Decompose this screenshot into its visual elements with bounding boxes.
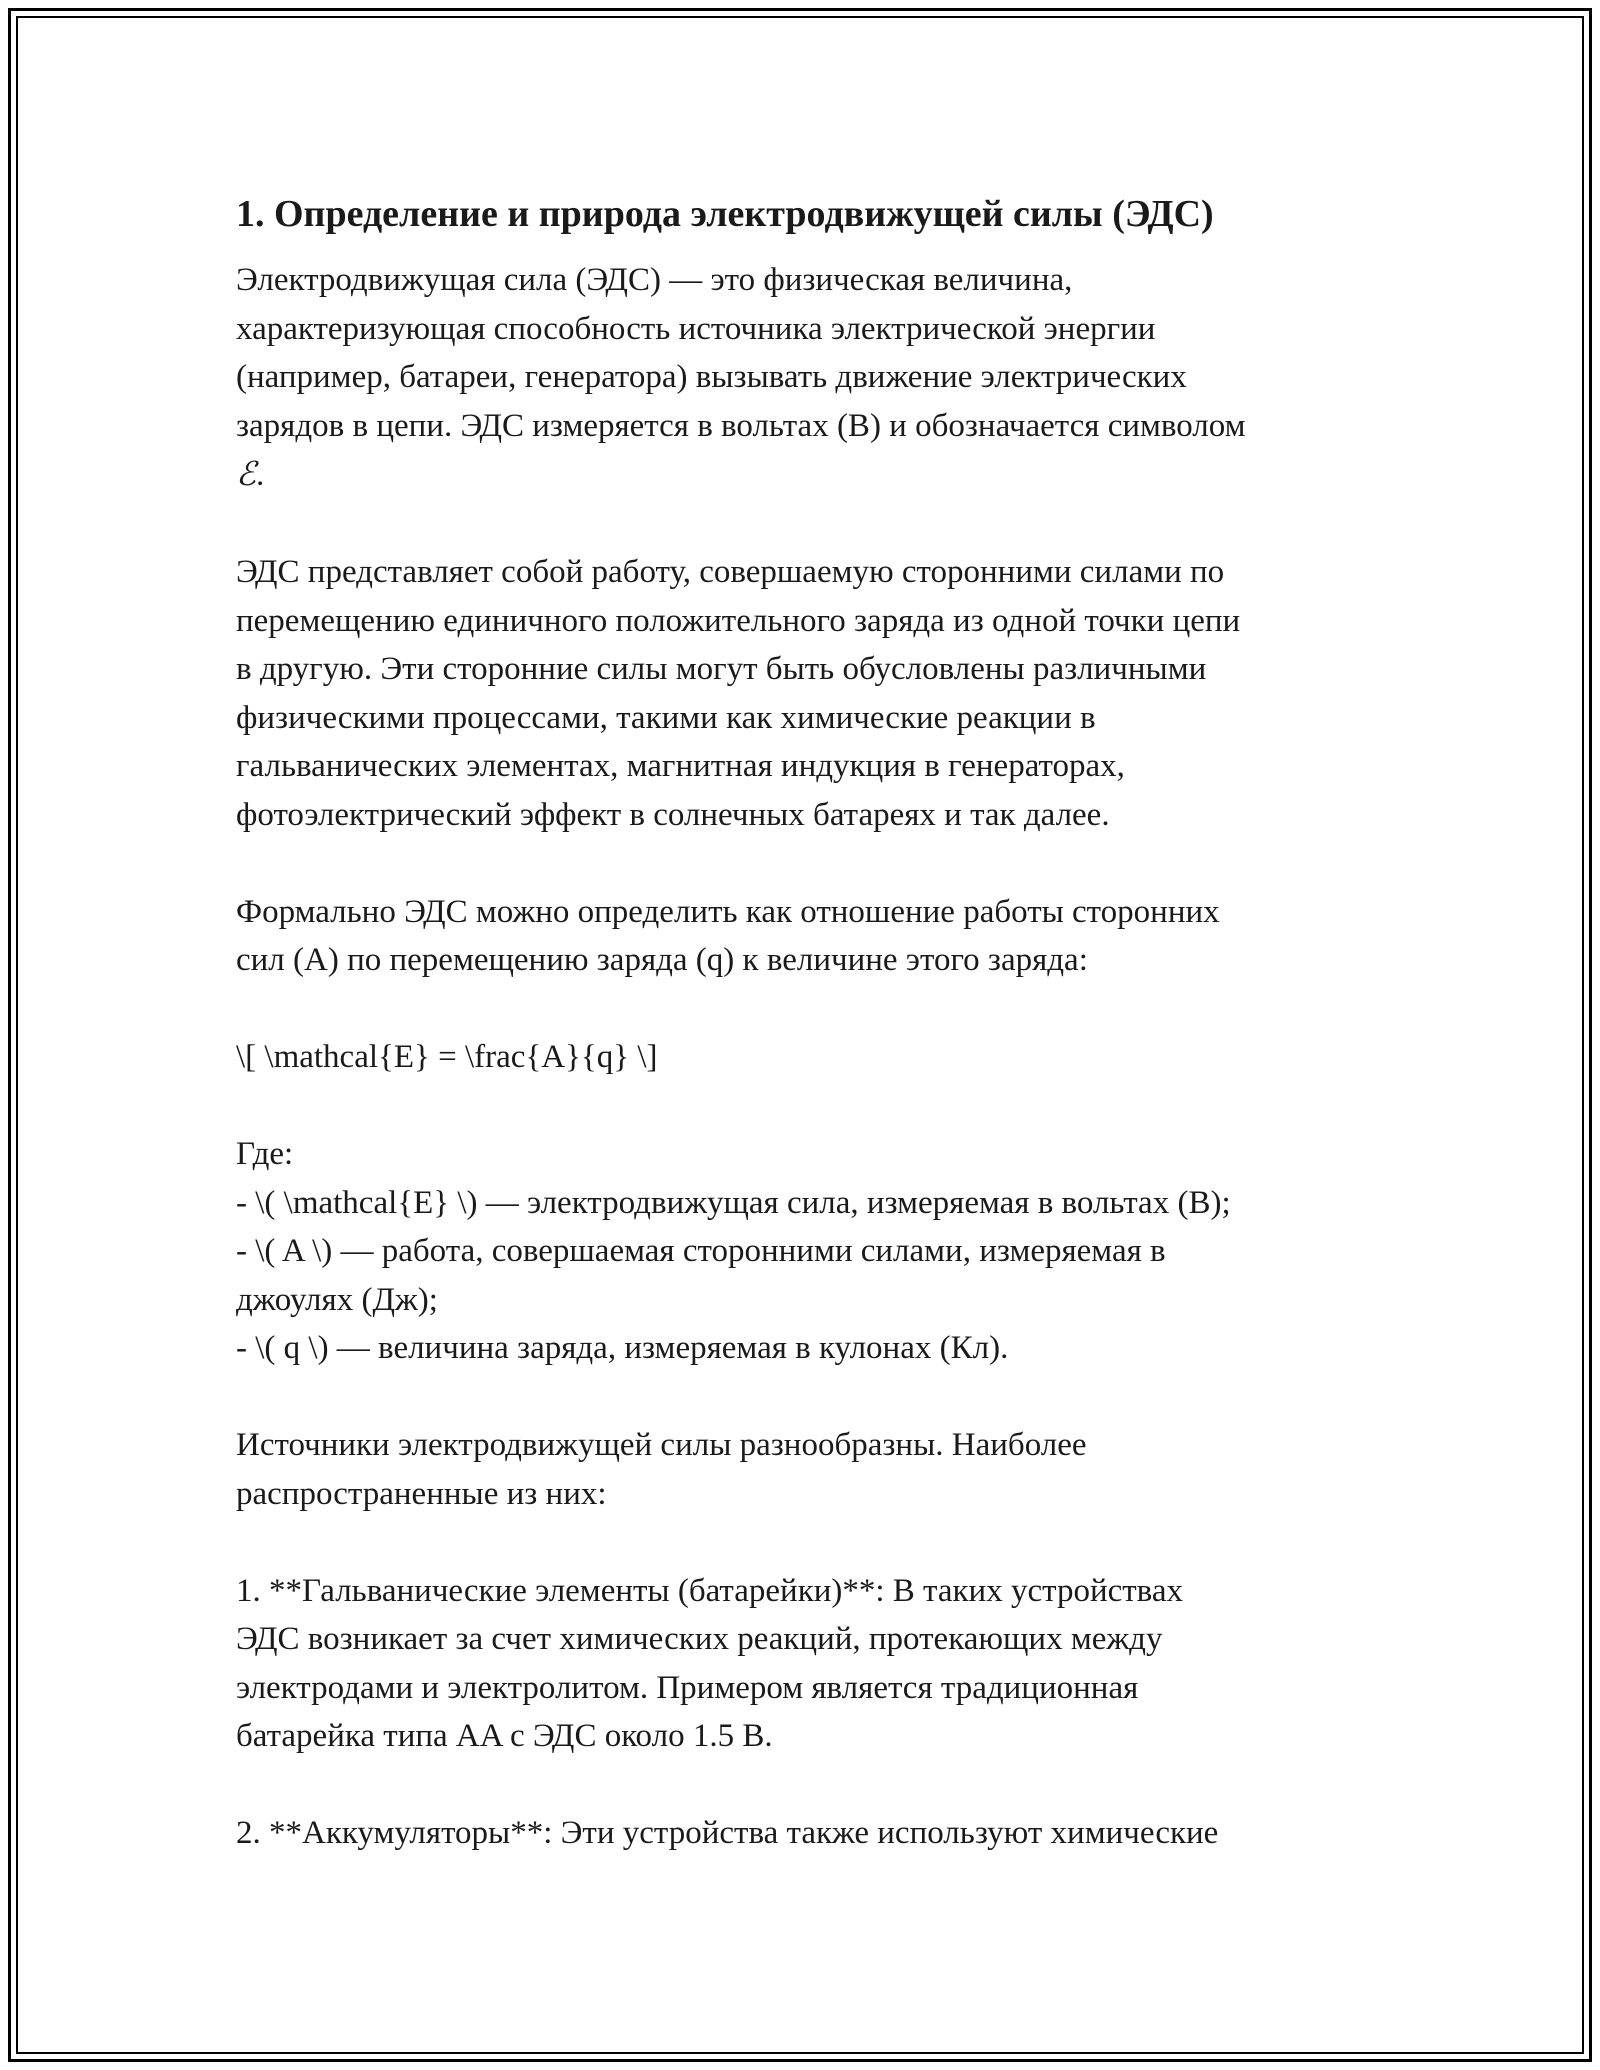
text-line: фотоэлектрический эффект в солнечных батареях и так далее. (236, 796, 1110, 833)
text-line: ЭДС возникает за счет химических реакций, протекающих между (236, 1621, 1163, 1657)
text-line: гальванических элементах, магнитная индукция в генераторах, (236, 748, 1125, 784)
text-line: - \( \mathcal{E} \) — электродвижущая сила, измеряемая в вольтах (В); (236, 1184, 1231, 1221)
text-line: Формально ЭДС можно определить как отношение работы сторонних (236, 893, 1220, 930)
where-list (236, 1130, 1396, 1373)
text-line: в другую. Эти сторонние силы могут быть обусловлены различными (236, 651, 1207, 687)
list-item-accumulators (236, 1809, 1396, 1858)
text-line: распространенные из них: (236, 1475, 607, 1512)
text-line: Электродвижущая сила (ЭДС) — это физическая величина, (236, 262, 1073, 298)
formula-paragraph (236, 1033, 1396, 1082)
list-item-galvanic (236, 1567, 1396, 1761)
text-line: характеризующая способность источника электрической энергии (236, 310, 1156, 347)
sources-intro-paragraph (236, 1421, 1396, 1518)
text-line: физическими процессами, такими как химические реакции в (236, 699, 1096, 736)
text-line: электродами и электролитом. Примером является традиционная (236, 1669, 1139, 1706)
document-page (236, 186, 1396, 1906)
section-heading: 1. Определение и природа электродвижущей силы (ЭДС) (236, 193, 1214, 235)
emf-symbol: ℰ (236, 454, 256, 493)
intro-paragraph (236, 256, 1396, 500)
text-line: батарейка типа AA с ЭДС около 1.5 В. (236, 1718, 773, 1754)
text-line: перемещению единичного положительного заряда из одной точки цепи (236, 602, 1241, 639)
formal-definition-paragraph (236, 888, 1396, 985)
text-line (236, 450, 1396, 500)
text-line: Где: (236, 1136, 294, 1172)
text-line: сил (A) по перемещению заряда (q) к величине этого заряда: (236, 942, 1088, 978)
text-line: (например, батареи, генератора) вызывать движение электрических (236, 359, 1187, 395)
text-line: ЭДС представляет собой работу, совершаемую сторонними силами по (236, 554, 1225, 590)
text-line: Источники электродвижущей силы разнообразны. Наиболее (236, 1427, 1087, 1463)
text-line: зарядов в цепи. ЭДС измеряется в вольтах (В) и обозначается символом (236, 407, 1246, 444)
text-line: 1. **Гальванические элементы (батарейки)**: В таких устройствах (236, 1572, 1183, 1609)
sentence-end: . (255, 457, 265, 493)
text-line: - \( A \) — работа, совершаемая сторонними силами, измеряемая в (236, 1233, 1166, 1269)
text-line: - \( q \) — величина заряда, измеряемая в кулонах (Кл). (236, 1330, 1009, 1366)
formula-text: \[ \mathcal{E} = \frac{A}{q} \] (236, 1039, 658, 1075)
text-line: 2. **Аккумуляторы**: Эти устройства также используют химические (236, 1815, 1219, 1851)
text-line: джоулях (Дж); (236, 1281, 438, 1318)
definition-paragraph (236, 548, 1396, 839)
